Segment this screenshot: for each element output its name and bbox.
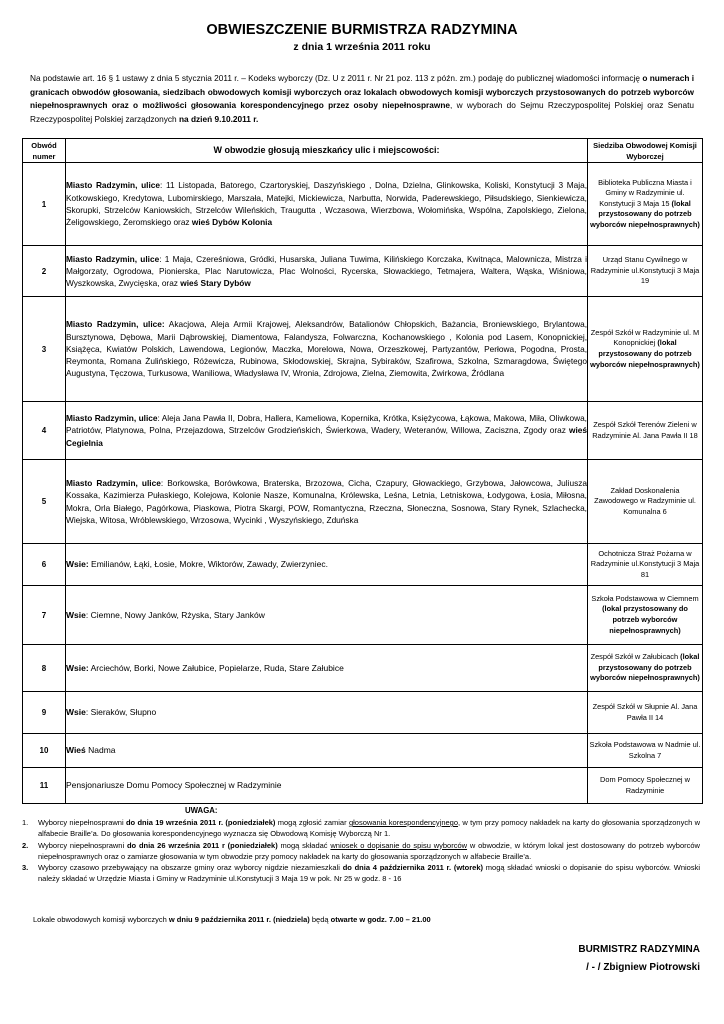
district-description xyxy=(66,734,588,768)
district-description xyxy=(66,246,588,297)
district-tail: wieś Dybów Kolonia xyxy=(191,217,273,228)
district-streets: : Ciemne, Nowy Janków, Rżyska, Stary Janków xyxy=(85,609,265,620)
district-description xyxy=(66,163,588,246)
note-deadline: do dnia 26 września 2011 r (poniedziałek) xyxy=(126,840,278,850)
note-item xyxy=(22,862,700,885)
signature-title: BURMISTRZ RADZYMINA xyxy=(578,944,700,955)
intro-text-1: Na podstawie art. 16 § 1 ustawy z dnia 5 stycznia 2011 r. – Kodeks wyborczy (Dz. U z 2011 r. Nr 21 poz. 113 z późn. zm.) podaję do publicznej wiadomości informację xyxy=(30,73,643,83)
header-residents: W obwodzie głosują mieszkańcy ulic i miejscowości: xyxy=(66,139,588,163)
commission-seat xyxy=(588,163,703,246)
note-part: mogą składać xyxy=(277,840,331,850)
district-streets: : Aleja Jana Pawła II, Dobra, Hallera, Kameliowa, Kopernika, Krótka, Księżycowa, Łąkowa, Makowa, Miła, Oliwkowa, Patriotów, Platynowa, Polna, Przejazdowa, Strzelców Grodzieńskich, Świerkowa, Wadery, Weteranów, Willowa, Zaciszna, Zgody oraz xyxy=(66,413,587,436)
note-part: Wyborcy niepełnosprawni xyxy=(38,818,126,827)
district-number: 9 xyxy=(23,692,66,734)
commission-seat xyxy=(588,586,703,645)
notes-title: UWAGA: xyxy=(185,806,218,815)
commission-seat xyxy=(588,460,703,544)
table-row xyxy=(23,163,703,246)
note-number: 3. xyxy=(22,863,29,873)
closing-hours: otwarte w godz. 7.00 – 21.00 xyxy=(330,915,431,924)
seat-text: Zespół Szkół w Słupnie Al. Jana Pawła II 14 xyxy=(592,701,698,722)
seat-text: Zespół Szkół Terenów Zieleni w Radzyminie Al. Jana Pawła II 18 xyxy=(592,419,698,440)
district-lead: Miasto Radzymin, ulice xyxy=(66,180,161,191)
table-header-row xyxy=(23,139,703,163)
note-item xyxy=(22,817,700,840)
district-streets: : 11 Listopada, Batorego, Czartoryskiej, Daszyńskiego , Dolna, Dzielna, Glinkowska, Koliski, Konstytucji 3 Maja, Kotkowskiego, Kredytowa, Lubomirskiego, Marszała, Matejki, Mickiewicza, Narbutta, Norwida, Paderewskiego, Piłsudskiego, Sienkiewicza, Skorupki, Strzelców Kaniowskich, Strzelców Wileńskich, Traugutta , Wczasowa, Wierzbowa, Wołomińska, Wspólna, Zapolskiego, Zielona, Żeligowskiego, Żeromskiego oraz xyxy=(66,180,588,228)
district-description xyxy=(66,297,588,402)
district-description xyxy=(66,692,588,734)
district-lead: Wsie: xyxy=(66,559,89,570)
note-part: mogą składać wnioski o dopisanie do spisu wyborców. Wnioski należy składać w Urzędzie Miasta i Gminy w Radzyminie ul.Konstytucji 3 Maja 19 w pok. Nr 25 w godz. 8 - 16 xyxy=(38,863,700,884)
district-tail: wieś Stary Dybów xyxy=(180,278,251,289)
district-lead: Wieś xyxy=(66,745,86,756)
districts-table xyxy=(22,138,703,804)
note-deadline: do dnia 4 października 2011 r. (wtorek) xyxy=(342,863,484,873)
district-lead: Wsie: xyxy=(66,662,89,673)
commission-seat xyxy=(588,297,703,402)
table-row xyxy=(23,768,703,804)
district-streets: Arciechów, Borki, Nowe Załubice, Popielarze, Ruda, Stare Załubice xyxy=(88,662,344,673)
commission-seat xyxy=(588,402,703,460)
note-part: , w tym przy pomocy nakładek na karty do głosowania sporządzonych w alfabecie Braille’a. Do głosowania korespondencyjnego wyznacza się Obwodową Komisję Wyborczą Nr 1. xyxy=(38,818,700,839)
seat-text: Urząd Stanu Cywilnego w Radzyminie ul.Konstytucji 3 Maja 19 xyxy=(590,255,700,286)
commission-seat xyxy=(588,768,703,804)
intro-bold-2: na dzień 9.10.2011 r. xyxy=(178,113,259,124)
table-row xyxy=(23,692,703,734)
commission-seat xyxy=(588,692,703,734)
district-streets: : 1 Maja, Czereśniowa, Gródki, Husarska, Juliana Tuwima, Kilińskiego Korczaka, Kwitnąca, Malownicza, Mistrza i Małgorzaty, Ogrodowa, Pionierska, Plac Narutowicza, Plac Wolności, Rycerska, Słowackiego, Tetmajera, Waltera, Wąska, Wiśniowa, Wyszkowska, Zwycięska, oraz xyxy=(66,253,587,289)
district-description xyxy=(66,645,588,692)
table-row xyxy=(23,586,703,645)
seat-text: Zespół Szkół w Radzyminie ul. M Konopnickiej xyxy=(590,327,700,348)
district-number: 3 xyxy=(23,297,66,402)
note-underlined: wniosek o dopisanie do spisu wyborców xyxy=(330,840,468,850)
commission-seat xyxy=(588,734,703,768)
district-description xyxy=(66,544,588,586)
note-number: 1. xyxy=(22,818,29,827)
district-number: 8 xyxy=(23,645,66,692)
district-number: 6 xyxy=(23,544,66,586)
note-part: w obwodzie, w którym lokal jest dostosowany do potrzeb wyborców niepełnosprawnych oraz o zamiarze głosowania w tym obwodzie przy pomocy nakładek na karty do głosowania sporządzonych w alfabecie Braille’a. xyxy=(38,840,700,861)
opening-hours-note xyxy=(33,915,713,924)
closing-part: będą xyxy=(309,915,331,924)
document-date: z dnia 1 września 2011 roku xyxy=(293,41,431,53)
district-streets: Emilianów, Łąki, Łosie, Mokre, Wiktorów, Zawady, Zwierzyniec. xyxy=(88,559,329,570)
table-row xyxy=(23,402,703,460)
district-description xyxy=(66,460,588,544)
document-title: OBWIESZCZENIE BURMISTRZA RADZYMINA xyxy=(206,22,518,38)
seat-text: Szkoła Podstawowa w Ciemnem xyxy=(591,593,699,603)
table-row xyxy=(23,460,703,544)
table-row xyxy=(23,297,703,402)
district-number: 5 xyxy=(23,460,66,544)
district-number: 7 xyxy=(23,586,66,645)
district-streets: Pensjonariusze Domu Pomocy Społecznej w Radzyminie xyxy=(66,780,282,791)
district-tail: wieś Cegielnia xyxy=(66,425,587,448)
note-text xyxy=(38,862,700,885)
signature-block xyxy=(578,941,700,977)
intro-text-2: , w wyborach do Sejmu Rzeczypospolitej Polskiej oraz Senatu Rzeczypospolitej Polskiej zarządzonych xyxy=(30,100,695,124)
seat-text: Dom Pomocy Społecznej w Radzyminie xyxy=(600,774,690,795)
district-lead: Miasto Radzymin, ulice xyxy=(66,413,158,424)
table-row xyxy=(23,734,703,768)
closing-date: w dniu 9 października 2011 r. (niedziela) xyxy=(168,915,310,924)
header-commission-seat: Siedziba Obwodowej Komisji Wyborczej xyxy=(588,139,703,163)
district-description xyxy=(66,402,588,460)
seat-accessible-note: (lokal przystosowany do potrzeb wyborców niepełnosprawnych) xyxy=(590,338,700,369)
district-lead: Miasto Radzymin, ulice: xyxy=(66,319,165,330)
closing-part: Lokale obwodowych komisji wyborczych xyxy=(33,915,169,924)
table-row xyxy=(23,246,703,297)
commission-seat xyxy=(588,645,703,692)
note-text xyxy=(38,840,700,863)
seat-text: Zakład Doskonalenia Zawodowego w Radzyminie ul. Komunalna 6 xyxy=(594,485,696,516)
district-number: 2 xyxy=(23,246,66,297)
district-lead: Miasto Radzymin, ulice xyxy=(66,477,161,488)
table-row xyxy=(23,645,703,692)
district-streets: Akacjowa, Aleja Armii Krajowej, Aleksandrów, Batalionów Chłopskich, Bażancia, Broniewskiego, Brylantowa, Bursztynowa, Dębowa, Marii Dąbrowskiej, Diamentowa, Falandysza, Folwarczna, Kochanowskiego , Kolonia pod Lasem, Konopnickiej, Książęca, Kwiatów Polskich, Lawendowa, Legionów, Maczka, Morelowa, Nowa, Orzeszkowej, Partyzantów, Perłowa, Pogodna, Prosta, Reymonta, Romana Żulińskiego, Różewicza, Rubinowa, Skłodowskiej, Skrajna, Sybiraków, Szafirowa, Szkolna, Szmaragdowa, Świętego Augustyna, Tęczowa, Turkusowa, Waniliowa, Władysława IV, Wronia, Zdrojowa, Zielna, Ziemowita, Żwirkowa, Źródlana xyxy=(66,319,587,379)
district-lead: Miasto Radzymin, ulice xyxy=(66,253,160,264)
district-description xyxy=(66,768,588,804)
seat-text: Biblioteka Publiczna Miasta i Gminy w Radzyminie ul. Konstytucji 3 Maja 15 xyxy=(598,177,692,208)
district-number: 10 xyxy=(23,734,66,768)
district-lead: Wsie xyxy=(66,609,86,620)
note-deadline: do dnia 19 września 2011 r. (poniedziałek) xyxy=(125,818,276,827)
note-text xyxy=(38,817,700,840)
commission-seat xyxy=(588,544,703,586)
note-part: Wyborcy czasowo przebywający na obszarze gminy oraz wyborcy nigdzie niezamieszkali xyxy=(38,863,343,873)
note-underlined: głosowania korespondencyjnego xyxy=(348,818,459,827)
district-streets: : Sieraków, Słupno xyxy=(85,707,157,718)
seat-accessible-note: (lokal przystosowany do potrzeb wyborców niepełnosprawnych) xyxy=(590,198,700,229)
seat-accessible-note: (lokal przystosowany do potrzeb wyborców niepełnosprawnych) xyxy=(602,604,688,635)
district-description xyxy=(66,586,588,645)
district-number: 11 xyxy=(23,768,66,804)
seat-text: Szkoła Podstawowa w Nadmie ul. Szkolna 7 xyxy=(589,739,701,760)
note-part: Wyborcy niepełnosprawni xyxy=(38,840,127,850)
note-part: mogą zgłosić zamiar xyxy=(275,818,349,827)
seat-text: Zespół Szkół w Załubicach xyxy=(590,652,679,662)
district-streets: Nadma xyxy=(85,745,116,756)
signature-name: / - / Zbigniew Piotrowski xyxy=(586,962,700,973)
district-lead: Wsie xyxy=(66,707,86,718)
header-district-number: Obwód numer xyxy=(23,139,66,163)
district-streets: : Borkowska, Borówkowa, Braterska, Brzozowa, Cicha, Czapury, Głowackiego, Grzybowa, Jałowcowa, Juliusza Kossaka, Kazimierza Pułaskiego, Kolejowa, Kolonie Nasze, Komunalna, Królewska, Leśna, Letnia, Letniskowa, Łodygowa, Łosia, Miłosna, Mokra, Orla Białego, Pagórkowa, Piaskowa, Piotra Skargi, POW, Romantyczna, Rzeczna, Słoneczna, Sosnowa, Stary Rynek, Szlachecka, Wiejska, Witosa, Wróblewskiego, Wrzosowa, Wycinki , Wyszyńskiego, Zduńska xyxy=(66,477,587,525)
district-number: 1 xyxy=(23,163,66,246)
note-number: 2. xyxy=(22,840,29,850)
district-number: 4 xyxy=(23,402,66,460)
notes-list xyxy=(22,817,700,885)
seat-text: Ochotnicza Straż Pożarna w Radzyminie ul.Konstytucji 3 Maja 81 xyxy=(590,548,700,579)
commission-seat xyxy=(588,246,703,297)
intro-bold-1: o numerach i granicach obwodów głosowania, siedzibach obwodowych komisji wyborczych oraz lokalach obwodowych komisji wyborczych przystosowanych do potrzeb wyborców niepełnosprawnych oraz o możliwości głosowania korespondencyjnego przez osoby niepełnosprawne xyxy=(30,73,695,111)
intro-paragraph xyxy=(30,72,694,126)
note-item xyxy=(22,840,700,863)
table-row xyxy=(23,544,703,586)
seat-accessible-note: (lokal przystosowany do potrzeb wyborców niepełnosprawnych) xyxy=(590,652,700,683)
